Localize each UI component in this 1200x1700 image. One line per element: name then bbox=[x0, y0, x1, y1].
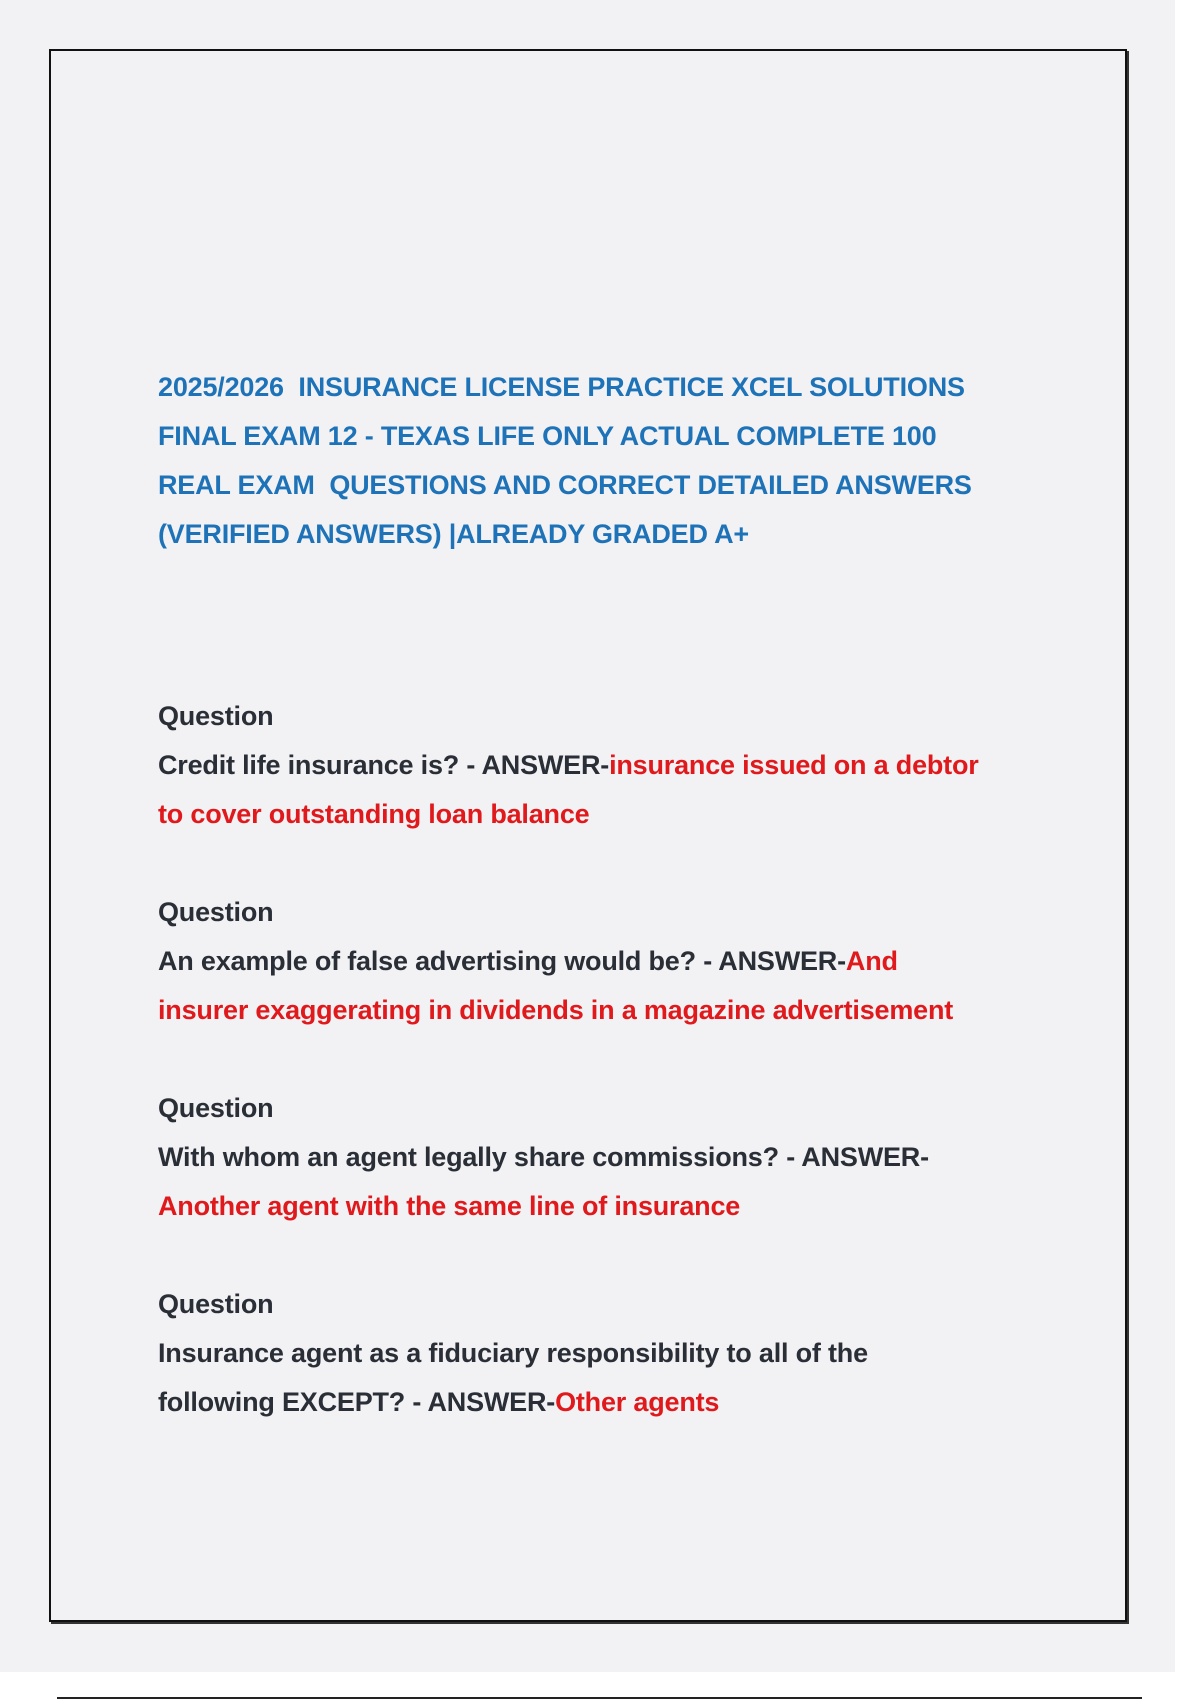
question-heading: Question bbox=[158, 897, 274, 927]
title-line: REAL EXAM QUESTIONS AND CORRECT DETAILED ANSWERS bbox=[158, 470, 972, 500]
question-block bbox=[158, 1280, 1058, 1427]
question-block bbox=[158, 1084, 1058, 1231]
question-block bbox=[158, 692, 1058, 839]
question-prompt: With whom an agent legally share commissions? - ANSWER- bbox=[158, 1142, 929, 1172]
answer-text: insurance issued on a debtor to cover outstanding loan balance bbox=[158, 750, 979, 829]
question-prompt: Credit life insurance is? - ANSWER- bbox=[158, 750, 610, 780]
question-prompt: An example of false advertising would be? - ANSWER- bbox=[158, 946, 846, 976]
question-heading: Question bbox=[158, 701, 274, 731]
bottom-divider bbox=[57, 1697, 1142, 1699]
question-heading: Question bbox=[158, 1289, 274, 1319]
question-heading: Question bbox=[158, 1093, 274, 1123]
answer-text: And insurer exaggerating in dividends in a magazine advertisement bbox=[158, 946, 954, 1025]
question-prompt: Insurance agent as a fiduciary responsibility to all of the following EXCEPT? - ANSWER- bbox=[158, 1338, 868, 1417]
answer-text: Another agent with the same line of insurance bbox=[158, 1191, 741, 1221]
question-block bbox=[158, 888, 1058, 1035]
title-line: 2025/2026 INSURANCE LICENSE PRACTICE XCEL SOLUTIONS bbox=[158, 372, 965, 402]
answer-text: Other agents bbox=[555, 1387, 720, 1417]
title-line: (VERIFIED ANSWERS) |ALREADY GRADED A+ bbox=[158, 519, 749, 549]
title-line: FINAL EXAM 12 - TEXAS LIFE ONLY ACTUAL COMPLETE 100 bbox=[158, 421, 937, 451]
document-title bbox=[158, 363, 1038, 559]
